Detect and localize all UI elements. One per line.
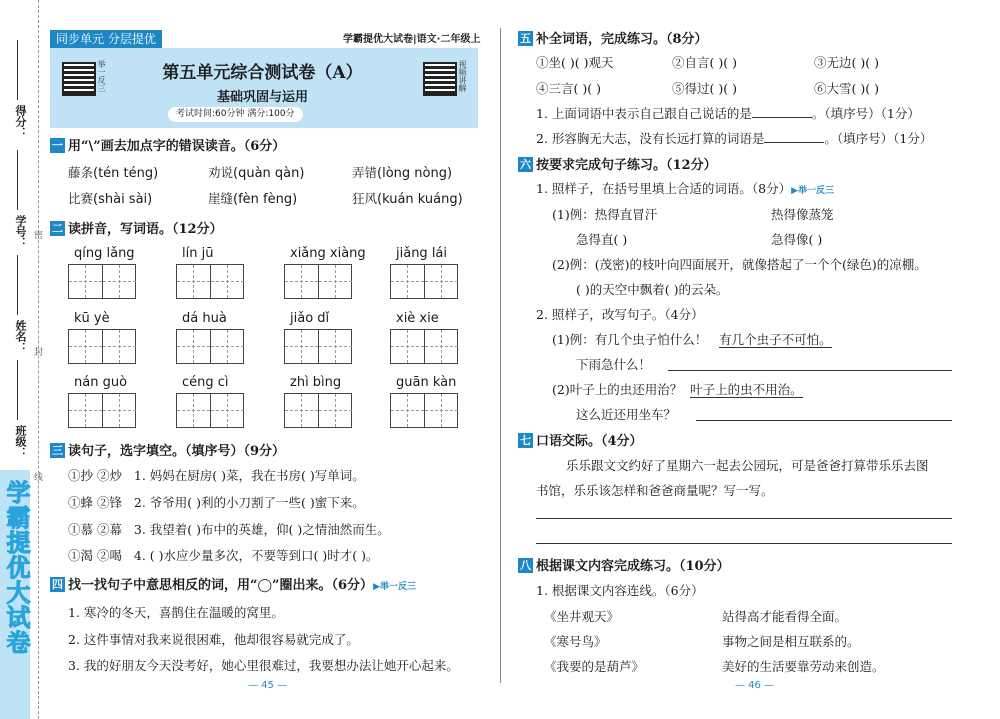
list-item: ④三言( )( ) (536, 81, 601, 96)
prompt: 这么近还用坐车？ (576, 407, 677, 422)
writing-grid[interactable] (284, 393, 352, 428)
item: 比赛(shài sài) (68, 191, 153, 207)
pinyin-label: kū yè (74, 311, 110, 326)
qr-code-icon[interactable] (62, 62, 96, 96)
blank[interactable]: 急得直( ) (576, 232, 628, 247)
example: 热得像蒸笼 (771, 207, 834, 222)
writing-grid[interactable] (176, 329, 244, 364)
writing-cell[interactable] (424, 330, 457, 363)
list-item: ⑥大雪( )( ) (814, 81, 879, 96)
pinyin-label: lín jū (182, 246, 214, 261)
pinyin-label: jiǎo dǐ (290, 311, 330, 326)
paragraph: 乐乐跟文文约好了星期六一起去公园玩，可是爸爸打算带乐乐去图 (566, 458, 929, 473)
writing-grid[interactable] (176, 393, 244, 428)
writing-cell[interactable] (210, 394, 243, 427)
series-label: 学霸提优大试卷|语文·二年级上 (343, 34, 481, 45)
page-title: 第五单元综合测试卷（A） (162, 63, 363, 83)
seal-char-3: 线 (34, 473, 44, 483)
writing-grid[interactable] (390, 264, 458, 299)
writing-cell[interactable] (424, 265, 457, 298)
section-6-heading: 六 按要求完成句子练习。（12分） (520, 158, 717, 173)
score-label: 得分： (14, 105, 27, 138)
name-line (17, 255, 18, 315)
writing-cell[interactable] (177, 265, 210, 298)
writing-cell[interactable] (318, 265, 351, 298)
class-label: 班级： (14, 425, 27, 458)
blank[interactable]: 急得像( ) (771, 232, 823, 247)
writing-cell[interactable] (285, 265, 318, 298)
writing-cell[interactable] (177, 330, 210, 363)
pinyin-label: jiǎng lái (396, 246, 448, 261)
qr-caption-right: 视频讲解 (458, 60, 467, 92)
writing-cell[interactable] (424, 394, 457, 427)
answer-line[interactable] (536, 518, 952, 519)
student-id-label: 学号： (14, 215, 27, 248)
question: 2. 照样子，改写句子。（4分） (536, 307, 704, 322)
prompt: 下雨急什么！ (576, 357, 652, 372)
answer-line[interactable] (668, 370, 952, 371)
match-left[interactable]: 《寒号鸟》 (544, 634, 607, 649)
writing-grid[interactable] (176, 264, 244, 299)
section-7-heading: 七 口语交际。（4分） (520, 434, 643, 449)
writing-cell[interactable] (210, 265, 243, 298)
list-item: ①慕 ②幕 3. 我望着( )布中的英雄，仰( )之情油然而生。 (68, 522, 390, 537)
list-item: ①坐( )( )观天 (536, 55, 614, 70)
writing-cell[interactable] (69, 265, 102, 298)
match-right[interactable]: 事物之间是相互联系的。 (722, 634, 860, 649)
match-left[interactable]: 《我要的是葫芦》 (544, 659, 645, 674)
writing-cell[interactable] (285, 394, 318, 427)
writing-cell[interactable] (102, 394, 135, 427)
pinyin-label: céng cì (182, 375, 229, 390)
paragraph: 书馆，乐乐该怎样和爸爸商量呢？写一写。 (536, 483, 774, 498)
writing-grid[interactable] (68, 393, 136, 428)
student-id-line (17, 150, 18, 210)
answer-line[interactable] (696, 420, 952, 421)
page-number-right: — 46 — (735, 680, 775, 691)
page-subtitle: 基础巩固与运用 (216, 90, 308, 105)
pinyin-label: guān kàn (396, 375, 457, 390)
list-item: 3. 我的好朋友今天没考好，她心里很难过，我要想办法让她开心起来。 (68, 658, 459, 673)
list-item: ①渴 ②喝 4. ( )水应少量多次，不要等到口( )时才( )。 (68, 548, 379, 563)
list-item: ①抄 ②炒 1. 妈妈在厨房( )菜，我在书房( )写单词。 (68, 468, 365, 483)
example: (1)例：有几个虫子怕什么！ 有几个虫子不可怕。 (552, 332, 832, 347)
list-item: ②自言( )( ) (672, 55, 737, 70)
list-item: 2. 这件事情对我来说很困难，他却很容易就完成了。 (68, 632, 359, 647)
writing-cell[interactable] (391, 394, 424, 427)
exam-meta: 考试时间:60分钟 满分:100分 (168, 107, 303, 122)
writing-cell[interactable] (318, 330, 351, 363)
writing-cell[interactable] (177, 394, 210, 427)
question: 1. 根据课文内容连线。（6分） (536, 583, 704, 598)
binding-spine (0, 0, 44, 719)
sync-tag: 同步单元 分层提优 (50, 30, 162, 48)
writing-cell[interactable] (210, 330, 243, 363)
writing-grid[interactable] (390, 329, 458, 364)
writing-grid[interactable] (284, 264, 352, 299)
writing-cell[interactable] (285, 330, 318, 363)
list-item: ③无边( )( ) (814, 55, 879, 70)
item: 劝说(quàn qàn) (208, 165, 305, 181)
score-line (17, 40, 18, 100)
writing-cell[interactable] (391, 330, 424, 363)
writing-grid[interactable] (390, 393, 458, 428)
pinyin-label: xiè xie (396, 311, 439, 326)
section-3-heading: 三 读句子，选字填空。（填序号）（9分） (52, 444, 286, 459)
writing-grid[interactable] (68, 329, 136, 364)
item: 藤条(tén téng) (68, 165, 159, 181)
example: (2)例：(茂密)的枝叶向四面展开，就像搭起了一个个(绿色)的凉棚。 (552, 257, 927, 272)
practice-tag[interactable]: ▶举一反三 (791, 186, 835, 196)
writing-cell[interactable] (391, 265, 424, 298)
item: 弄错(lòng nòng) (352, 165, 453, 181)
writing-cell[interactable] (102, 265, 135, 298)
list-item: ①蜂 ②锋 2. 爷爷用( )利的小刀割了一些( )蜜下来。 (68, 495, 365, 510)
pinyin-label: qíng lǎng (74, 246, 135, 261)
answer-line[interactable] (536, 543, 952, 544)
match-right[interactable]: 美好的生活要靠劳动来创造。 (722, 659, 885, 674)
name-label: 姓名： (14, 320, 27, 353)
match-right[interactable]: 站得高才能看得全面。 (722, 609, 848, 624)
page-divider (500, 28, 501, 683)
section-1-heading: 一 用“\”画去加点字的错误读音。（6分） (52, 139, 286, 154)
writing-cell[interactable] (69, 394, 102, 427)
pinyin-label: zhì bìng (290, 375, 342, 390)
writing-cell[interactable] (102, 330, 135, 363)
qr-caption-left: 举一反三 (97, 60, 106, 92)
qr-code-icon[interactable] (423, 62, 457, 96)
pinyin-label: xiǎng xiàng (290, 246, 366, 261)
pinyin-label: dá huà (182, 311, 227, 326)
writing-grid[interactable] (284, 329, 352, 364)
writing-cell[interactable] (318, 394, 351, 427)
list-item: ⑤得过( )( ) (672, 81, 737, 96)
section-2-heading: 二 读拼音，写词语。（12分） (52, 222, 223, 237)
example: (2)叶子上的虫还用治？ 叶子上的虫不用治。 (552, 382, 803, 397)
list-item: 1. 寒冷的冬天，喜鹊住在温暖的窝里。 (68, 605, 284, 620)
question: 1. 照样子，在括号里填上合适的词语。（8分）▶举一反三 (536, 181, 835, 196)
section-5-heading: 五 补全词语，完成练习。（8分） (520, 32, 708, 47)
practice-tag[interactable]: ▶举一反三 (373, 582, 416, 592)
item: 狂风(kuán kuáng) (352, 191, 463, 207)
match-left[interactable]: 《坐井观天》 (544, 609, 620, 624)
page-number-left: — 45 — (248, 680, 288, 691)
section-4-heading: 四 找一找句子中意思相反的词，用“◯”圈出来。（6分）▶举一反三 (52, 578, 416, 593)
question: 1. 上面词语中表示自己跟自己说话的是 。（填序号）（1分） (536, 106, 920, 121)
cut-line (38, 0, 39, 719)
writing-cell[interactable] (69, 330, 102, 363)
blank[interactable]: ( )的天空中飘着( )的云朵。 (576, 282, 729, 297)
section-8-heading: 八 根据课文内容完成练习。（10分） (520, 559, 730, 574)
seal-char-1: 密 (34, 231, 44, 241)
item: 崖缝(fèn fèng) (208, 191, 298, 207)
seal-char-2: 封 (34, 348, 44, 358)
question: 2. 形容胸无大志，没有长远打算的词语是 。（填序号）（1分） (536, 131, 933, 146)
class-line (17, 360, 18, 420)
writing-grid[interactable] (68, 264, 136, 299)
example: (1)例：热得直冒汗 (552, 207, 658, 222)
pinyin-label: nán guò (74, 375, 128, 390)
spine-title: 学霸提优大试卷 (2, 480, 30, 655)
